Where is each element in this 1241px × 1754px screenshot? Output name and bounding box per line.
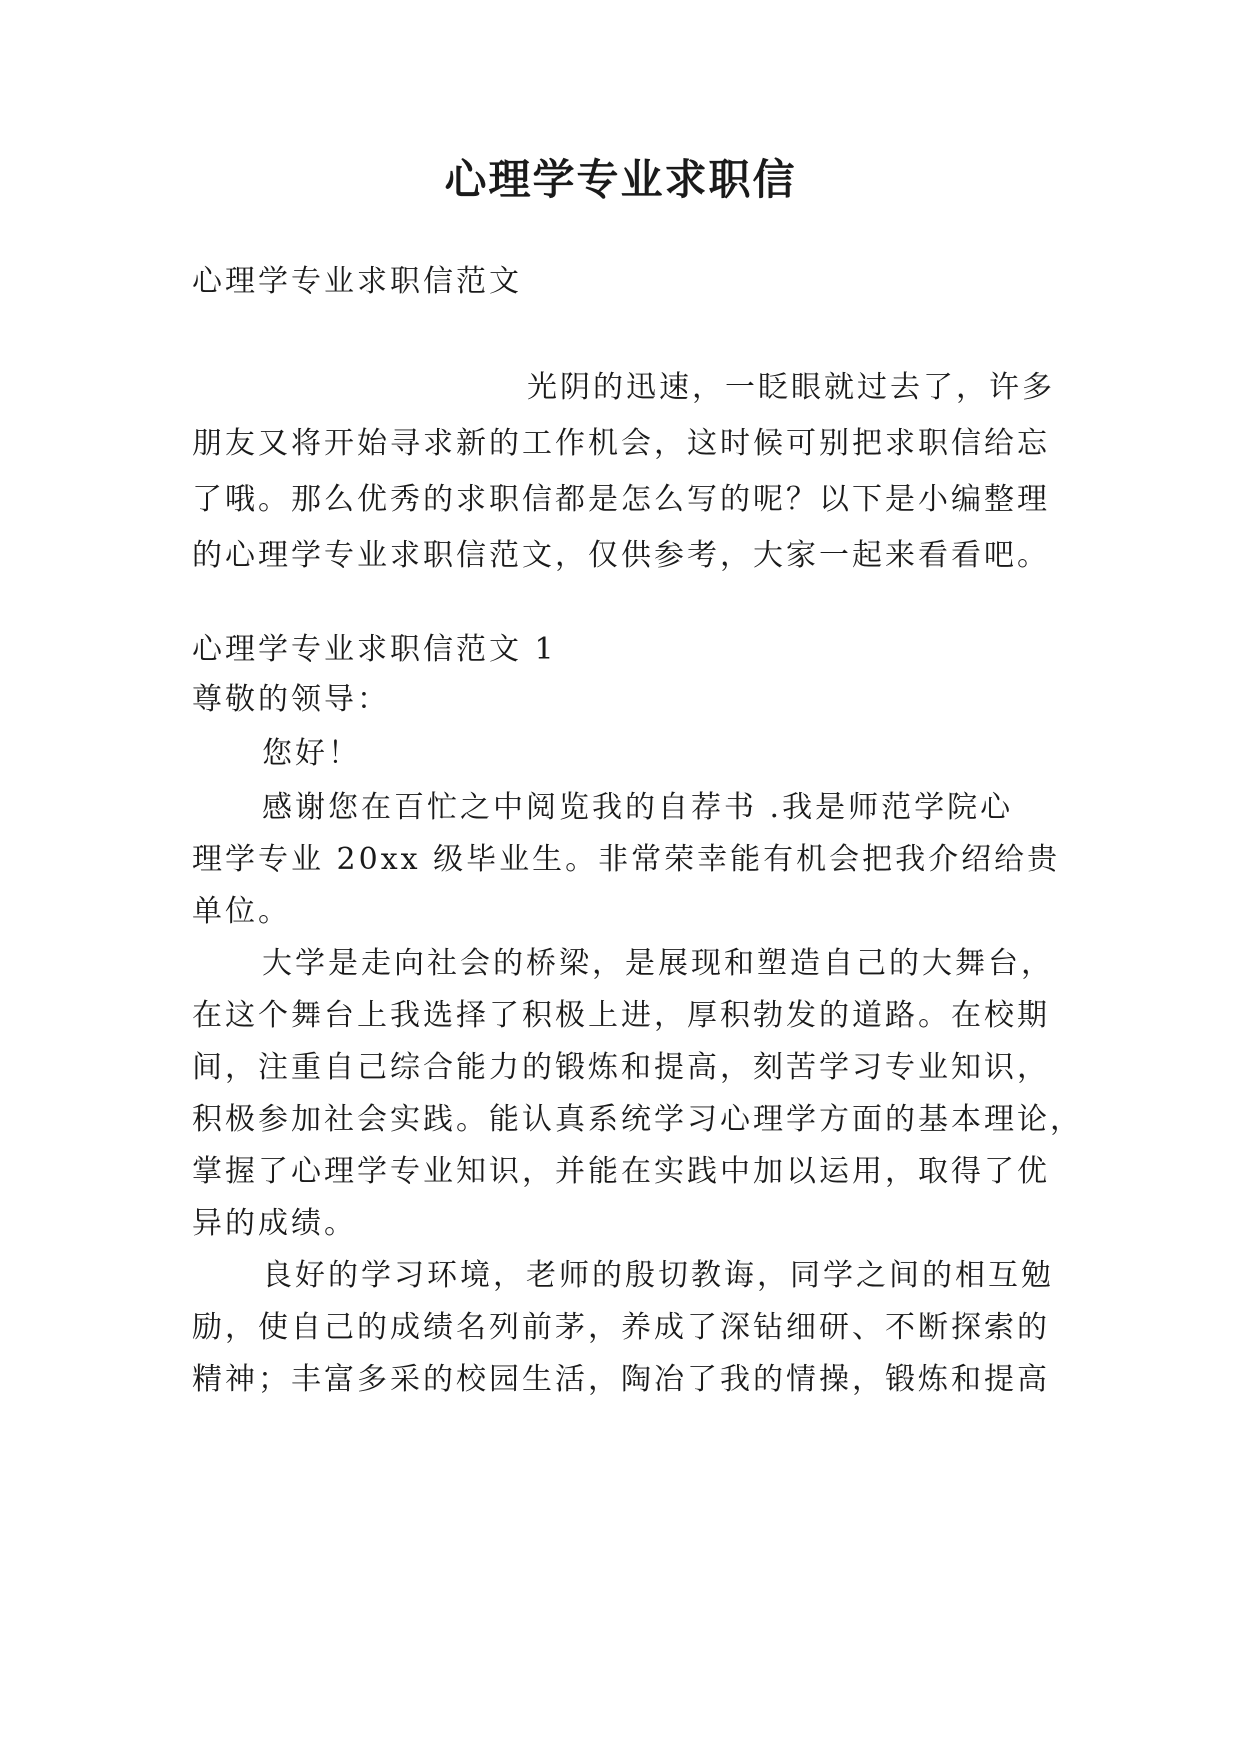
paragraph-line: 良好的学习环境，老师的殷切教诲，同学之间的相互勉 — [262, 1258, 1054, 1293]
greeting: 您好！ — [262, 736, 361, 771]
paragraph-line: 大学是走向社会的桥梁，是展现和塑造自己的大舞台， — [262, 946, 1054, 981]
paragraph-line: 掌握了心理学专业知识，并能在实践中加以运用，取得了优 — [192, 1154, 1050, 1189]
paragraph-line: 在这个舞台上我选择了积极上进，厚积勃发的道路。在校期 — [192, 998, 1050, 1033]
intro-line: 光阴的迅速，一眨眼就过去了，许多 — [527, 370, 1055, 405]
intro-line: 了哦。那么优秀的求职信都是怎么写的呢？以下是小编整理 — [192, 482, 1050, 517]
paragraph-line: 异的成绩。 — [192, 1206, 357, 1241]
subtitle: 心理学专业求职信范文 — [192, 264, 522, 299]
paragraph-line: 励，使自己的成绩名列前茅，养成了深钻细研、不断探索的 — [192, 1310, 1050, 1345]
paragraph-line: 积极参加社会实践。能认真系统学习心理学方面的基本理论， — [192, 1102, 1083, 1137]
paragraph-line: 感谢您在百忙之中阅览我的自荐书 .我是师范学院心 — [262, 790, 1014, 825]
page-title: 心理学专业求职信 — [444, 155, 797, 204]
paragraph-line: 精神；丰富多采的校园生活，陶冶了我的情操，锻炼和提高 — [192, 1362, 1050, 1397]
paragraph-line: 间，注重自己综合能力的锻炼和提高，刻苦学习专业知识， — [192, 1050, 1050, 1085]
paragraph-line: 理学专业 20xx 级毕业生。非常荣幸能有机会把我介绍给贵 — [192, 842, 1061, 877]
intro-line: 朋友又将开始寻求新的工作机会，这时候可别把求职信给忘 — [192, 426, 1050, 461]
intro-line: 的心理学专业求职信范文，仅供参考，大家一起来看看吧。 — [192, 538, 1050, 573]
paragraph-line: 单位。 — [192, 894, 291, 929]
salutation: 尊敬的领导： — [192, 682, 390, 717]
section-heading: 心理学专业求职信范文 1 — [192, 632, 557, 667]
